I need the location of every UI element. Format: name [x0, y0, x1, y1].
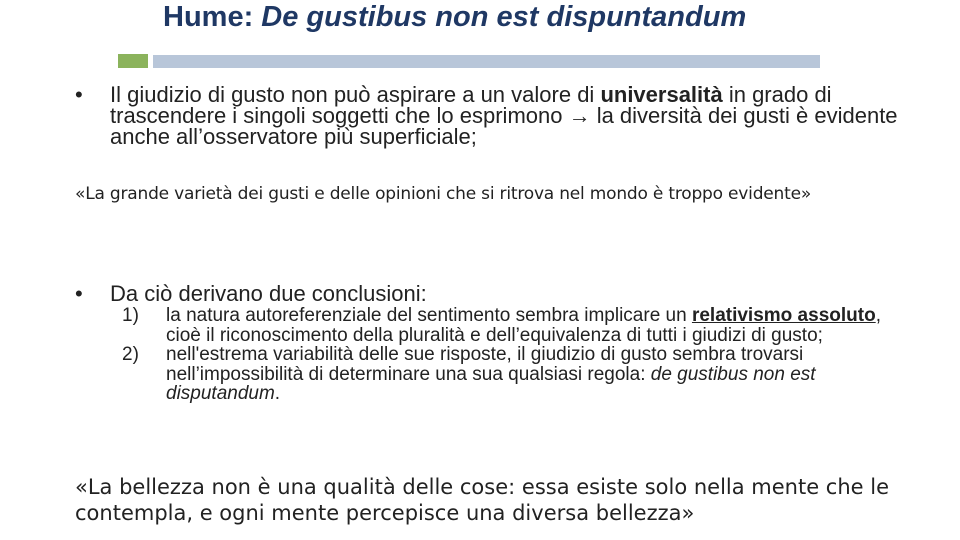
list-item [118, 345, 908, 404]
bullet-dot-icon: • [75, 281, 83, 306]
quote-beauty: «La bellezza non è una qualità delle cose: essa esiste solo nella mente che le contempla, e ogni mente percepisce una diversa bellezza» [75, 475, 890, 525]
conclusion1-after: , cioè il riconoscimento della pluralità e dell’equivalenza di tutti i giudizi di gusto; [166, 305, 881, 346]
conclusion2-italic-phrase: de gustibus non est disputandum [166, 363, 816, 404]
bullet-dot-icon: • [75, 82, 83, 107]
conclusions-list [118, 306, 908, 404]
conclusion2-after: . [274, 383, 281, 404]
list-item [118, 306, 908, 345]
conclusion1-bold-term: relativismo assoluto [691, 305, 876, 326]
bullet-conclusions [75, 282, 905, 306]
bullet-text [110, 84, 905, 147]
list-item-number: 2) [122, 344, 139, 365]
title-plain: Hume: [163, 1, 262, 33]
bullet1-text-after: in grado di trascendere i singoli soggetti che lo esprimono → la diversità dei gusti è evidente anche all’osservatore più superficiale; [110, 82, 898, 149]
title-italic: De gustibus non est dispuntandum [261, 1, 747, 33]
conclusion2-before: nell'estrema variabilità delle sue risposte, il giudizio di gusto sembra trovarsi nell’impossibilità di determinare una sua qualsiasi regola: [166, 344, 804, 385]
bullet1-bold-term: universalità [600, 82, 723, 107]
quote-variety-of-tastes: «La grande varietà dei gusti e delle opinioni che si ritrova nel mondo è troppo evidente» [75, 184, 812, 204]
bullet2-text: Da ciò derivano due conclusioni: [110, 281, 427, 306]
title-underline-bar [153, 55, 820, 68]
list-item-number: 1) [122, 305, 139, 326]
bullet1-text-before: Il giudizio di gusto non può aspirare a un valore di [110, 82, 601, 107]
bullet-universality [75, 84, 905, 147]
conclusion1-before: la natura autoreferenziale del sentimento sembra implicare un [166, 305, 692, 326]
title-accent-green-block [118, 54, 148, 68]
slide-title [163, 2, 763, 32]
